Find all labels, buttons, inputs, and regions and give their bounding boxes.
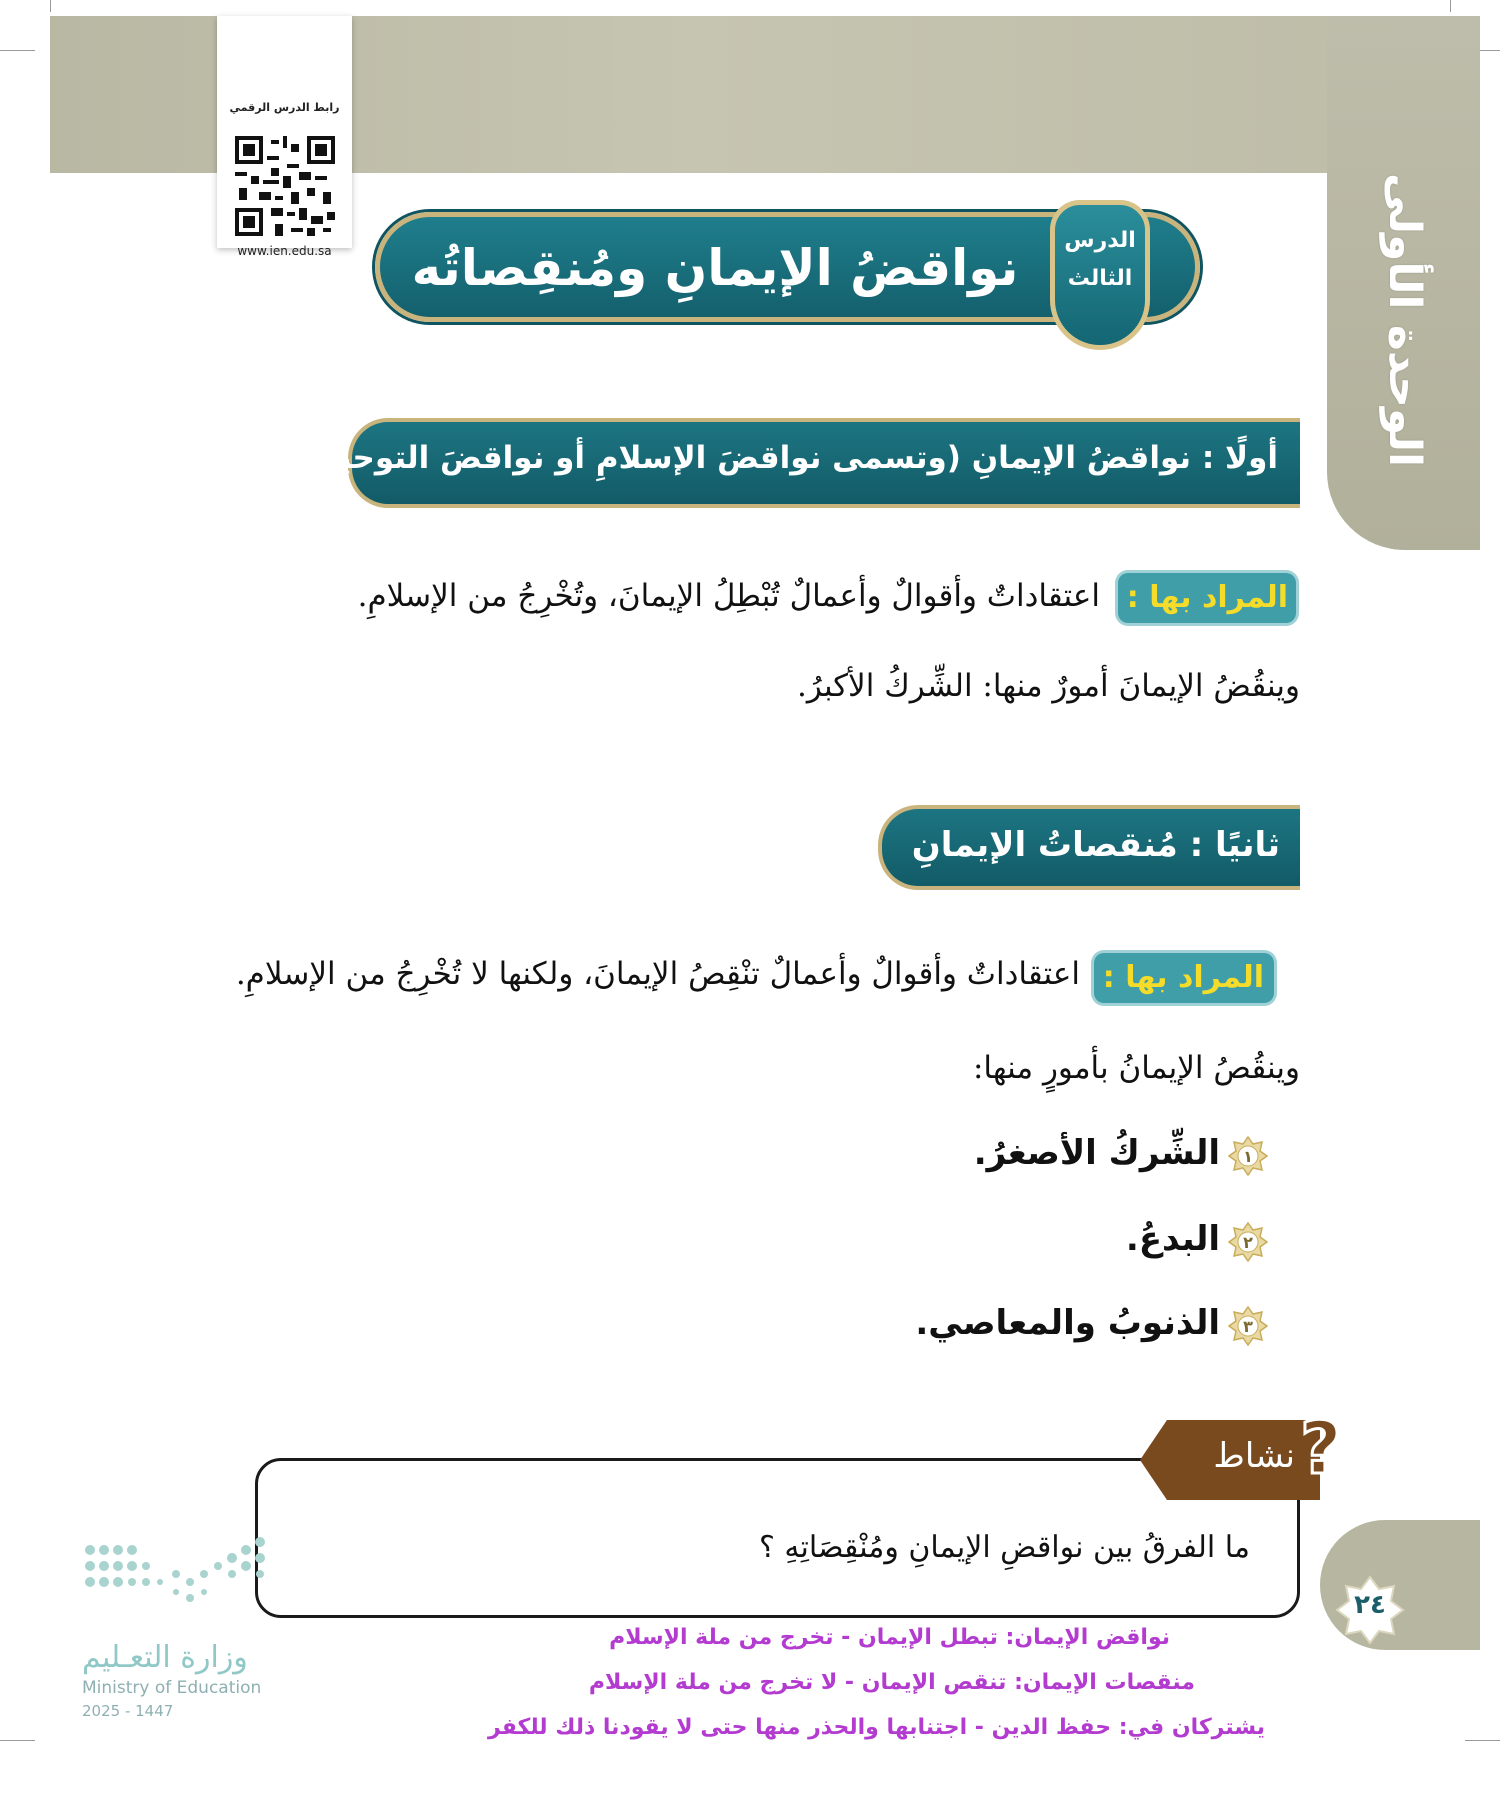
- number-badge-icon: [1228, 1306, 1268, 1346]
- section2-label: المراد بها :: [1102, 960, 1264, 995]
- ministry-name-ar: وزارة التعـليم: [82, 1640, 248, 1675]
- crop-mark: [0, 1740, 35, 1741]
- list-item-number: ٣: [1243, 1317, 1253, 1336]
- list-item: الشِّركُ الأصغرُ.: [973, 1133, 1220, 1173]
- section2-intro: وينقُصُ الإيمانُ بأمورٍ منها:: [972, 1050, 1300, 1086]
- crop-mark: [1465, 1740, 1500, 1741]
- question-mark-icon: ?: [1300, 1406, 1342, 1490]
- qr-card[interactable]: [217, 16, 352, 258]
- number-badge-icon: [1228, 1136, 1268, 1176]
- list-item-number: ١: [1243, 1147, 1253, 1166]
- section1-heading: أولًا : نواقضُ الإيمانِ (وتسمى نواقضَ الإسلامِ أو نواقضَ التوحيدِ): [307, 440, 1278, 476]
- ministry-name-en: Ministry of Education: [82, 1678, 262, 1698]
- answer-line: يشتركان في: حفظ الدين - اجتنابها والحذر منها حتى لا يقودنا ذلك للكفر: [488, 1715, 1265, 1740]
- qr-url[interactable]: www.ien.edu.sa: [237, 244, 332, 258]
- section2-heading: ثانيًا : مُنقصاتُ الإيمانِ: [911, 825, 1280, 865]
- qr-caption: رابط الدرس الرقمي: [229, 101, 340, 114]
- crop-mark: [50, 0, 51, 12]
- answer-line: نواقض الإيمان: تبطل الإيمان - تخرج من ملة الإسلام: [609, 1625, 1170, 1650]
- list-item: الذنوبُ والمعاصي.: [915, 1303, 1220, 1343]
- page-number: ٢٤: [1354, 1590, 1386, 1620]
- unit-title: الوحدة الأولى: [1379, 172, 1430, 468]
- ministry-logo-icon: [80, 1530, 270, 1620]
- section1-definition: اعتقاداتٌ وأقوالٌ وأعمالٌ تُبْطِلُ الإيمانَ، وتُخْرِجُ من الإسلامِ.: [357, 578, 1100, 614]
- lesson-tag-line1: الدرس: [1064, 228, 1136, 253]
- qr-code-icon[interactable]: [235, 136, 335, 236]
- activity-label: نشاط: [1213, 1436, 1295, 1476]
- ministry-year: 2025 - 1447: [82, 1702, 174, 1720]
- list-item-number: ٢: [1243, 1233, 1253, 1252]
- section2-definition: اعتقاداتٌ وأقوالٌ وأعمالٌ تنْقِصُ الإيمانَ، ولكنها لا تُخْرِجُ من الإسلامِ.: [235, 956, 1080, 992]
- crop-mark: [1450, 0, 1451, 12]
- number-badge-icon: [1228, 1222, 1268, 1262]
- lesson-title: نواقضُ الإيمانِ ومُنقِصاتُه: [411, 239, 1019, 297]
- lesson-tag-line2: الثالث: [1067, 266, 1133, 291]
- list-item: البدعُ.: [1125, 1219, 1220, 1259]
- section1-label: المراد بها :: [1126, 580, 1288, 615]
- activity-question: ما الفرقُ بين نواقضِ الإيمانِ ومُنْقِصَاتِهِ ؟: [758, 1530, 1250, 1565]
- answer-line: منقصات الإيمان: تنقص الإيمان - لا تخرج من ملة الإسلام: [588, 1670, 1195, 1695]
- section1-note: وينقُضُ الإيمانَ أمورٌ منها: الشِّركُ الأكبرُ.: [796, 668, 1300, 704]
- crop-mark: [0, 50, 35, 51]
